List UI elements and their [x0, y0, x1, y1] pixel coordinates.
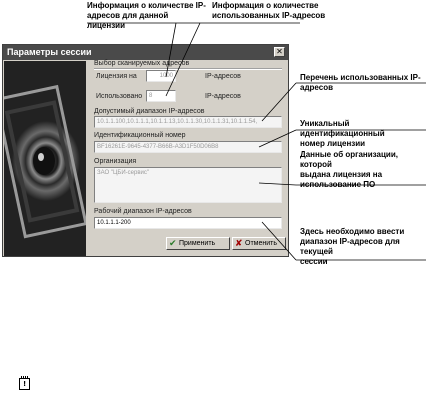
apply-button-label: Применить — [179, 240, 216, 247]
allowed-range-field[interactable]: 10.1.1.100,10.1.1.1,10.1.1.13,10.1.1.30,10.1.1.31,10.1.1.54, — [94, 116, 282, 128]
license-count-field[interactable]: 1000 — [146, 70, 176, 82]
range-label: Допустимый диапазон IP-адресов — [94, 108, 205, 115]
decorative-image — [4, 61, 86, 256]
license-label: Лицензия на — [96, 73, 137, 80]
notebook-icon — [19, 378, 30, 390]
license-id-field[interactable]: BF16261E-9645-4377-B66B-A3D1F50D06B8 — [94, 141, 282, 153]
id-label: Идентификационный номер — [94, 132, 186, 139]
scan-group-label: Выбор сканируемых адресов — [94, 60, 190, 67]
cancel-button[interactable] — [232, 237, 286, 250]
org-label: Организация — [94, 158, 137, 165]
session-parameters-dialog — [2, 44, 289, 257]
close-button[interactable]: ✕ — [274, 47, 285, 57]
used-unit-label: IP-адресов — [205, 93, 241, 100]
callout-enter-range: Здесь необходимо ввести диапазон IP-адресов для текущей сессии — [300, 227, 405, 266]
apply-button[interactable] — [166, 237, 230, 250]
cross-icon: ✘ — [235, 238, 243, 248]
used-label: Использовано — [96, 93, 143, 100]
callout-license-count: Информация о количестве IP- адресов для данной лицензии — [87, 1, 206, 30]
callout-license-id: Уникальный идентификационный номер лицензии — [300, 119, 385, 148]
used-count-field[interactable]: 8 — [146, 90, 176, 102]
callout-used-list: Перечень использованных IP- адресов — [300, 73, 421, 92]
window-title: Параметры сессии — [7, 47, 92, 57]
organization-field[interactable]: ЗАО "ЦБИ-сервис" — [94, 167, 282, 203]
callout-org-data: Данные об организации, которой выдана лицензия на использование ПО — [300, 150, 398, 189]
exclamation-icon: ! — [23, 380, 27, 388]
work-range-input[interactable]: 10.1.1.1-200 — [94, 217, 282, 229]
title-bar — [3, 45, 288, 60]
check-icon: ✔ — [169, 238, 177, 248]
divider — [94, 68, 282, 70]
cancel-button-label: Отменить — [245, 240, 277, 247]
license-unit-label: IP-адресов — [205, 73, 241, 80]
work-range-label: Рабочий диапазон IP-адресов — [94, 208, 192, 215]
callout-used-count: Информация о количестве использованных IP-адресов — [212, 1, 326, 20]
